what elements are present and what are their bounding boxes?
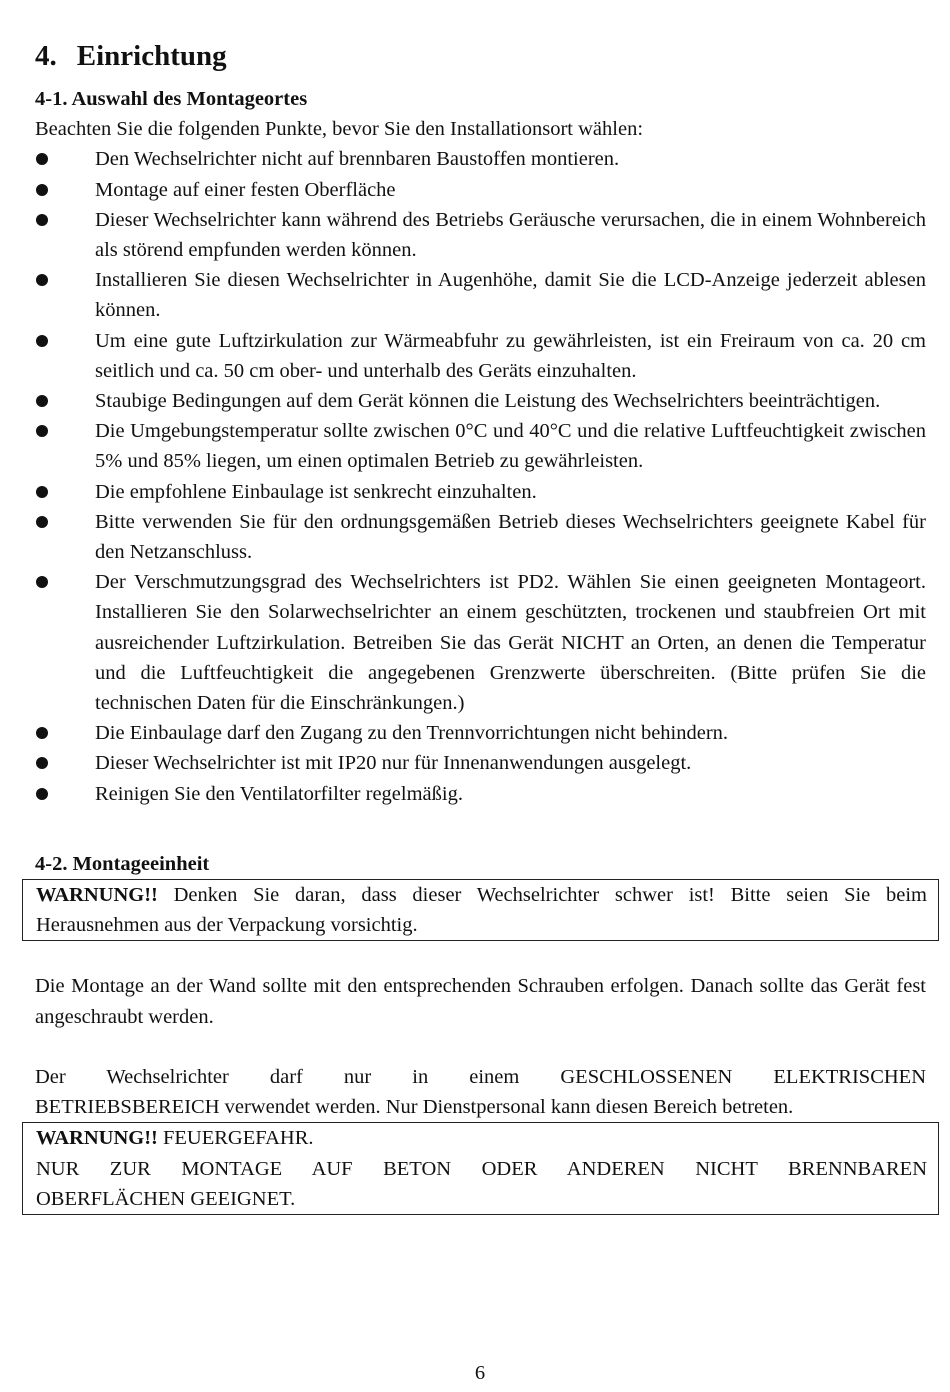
bullet-icon bbox=[36, 788, 48, 800]
list-item: Dieser Wechselrichter ist mit IP20 nur für Innenanwendungen ausgelegt. bbox=[35, 748, 926, 778]
bullet-icon bbox=[36, 214, 48, 226]
section-title-4-2: 4-2. Montageeinheit bbox=[35, 852, 210, 875]
list-item: Montage auf einer festen Oberfläche bbox=[35, 175, 926, 205]
bullet-icon bbox=[36, 425, 48, 437]
warning-box-heavy bbox=[22, 879, 939, 941]
list-item: Der Verschmutzungsgrad des Wechselrichters ist PD2. Wählen Sie einen geeigneten Montageort. Installieren Sie den Solarwechselrichter an einem geschützten, trockenen und staubfreien Ort mit ausreichender Luftzirkulation. Betreiben Sie das Gerät NICHT an Orten, an denen die Temperatur und die Luftfeuchtigkeit die angegebenen Grenzwerte überschreiten. (Bitte prüfen Sie die technischen Daten für die Einschränkungen.) bbox=[35, 567, 926, 718]
warning-line-2: NUR ZUR MONTAGE AUF BETON ODER ANDEREN NICHT BRENNBAREN bbox=[36, 1157, 927, 1180]
operating-area-line-1: Der Wechselrichter darf nur in einem GESCHLOSSENEN ELEKTRISCHEN bbox=[35, 1065, 926, 1088]
warning-label: WARNUNG!! bbox=[36, 884, 158, 907]
warning-text: WARNUNG!! FEUERGEFAHR. bbox=[36, 1127, 314, 1150]
bullet-icon bbox=[36, 486, 48, 498]
list-item: Dieser Wechselrichter kann während des Betriebs Geräusche verursachen, die in einem Wohnbereich als störend empfunden werden können. bbox=[35, 205, 926, 265]
bullet-icon bbox=[36, 727, 48, 739]
section-title-4-1: 4-1. Auswahl des Montageortes bbox=[35, 88, 308, 110]
list-item: Staubige Bedingungen auf dem Gerät können die Leistung des Wechselrichters beeinträchtigen. bbox=[35, 386, 926, 416]
list-item: Um eine gute Luftzirkulation zur Wärmeabfuhr zu gewährleisten, ist ein Freiraum von ca. 20 cm seitlich und ca. 50 cm ober- und unterhalb des Geräts einzuhalten. bbox=[35, 326, 926, 386]
section-intro: Beachten Sie die folgenden Punkte, bevor Sie den Installationsort wählen: bbox=[35, 118, 644, 141]
document-page bbox=[35, 36, 926, 1215]
warning-label: WARNUNG!! bbox=[36, 1127, 158, 1150]
list-item: Reinigen Sie den Ventilatorfilter regelmäßig. bbox=[35, 779, 926, 809]
list-item: Die Umgebungstemperatur sollte zwischen 0°C und 40°C und die relative Luftfeuchtigkeit zwischen 5% und 85% liegen, um einen optimalen Betrieb zu gewährleisten. bbox=[35, 416, 926, 476]
bullet-icon bbox=[36, 576, 48, 588]
list-item: Die empfohlene Einbaulage ist senkrecht einzuhalten. bbox=[35, 477, 926, 507]
list-item: Installieren Sie diesen Wechselrichter in Augenhöhe, damit Sie die LCD-Anzeige jederzeit ablesen können. bbox=[35, 265, 926, 325]
mounting-paragraph: Die Montage an der Wand sollte mit den entsprechenden Schrauben erfolgen. Danach sollte das Gerät fest angeschraubt werden. bbox=[35, 975, 926, 1028]
list-item: Bitte verwenden Sie für den ordnungsgemäßen Betrieb dieses Wechselrichters geeignete Kabel für den Netzanschluss. bbox=[35, 507, 926, 567]
warning-box-fire bbox=[22, 1122, 939, 1215]
warning-text: WARNUNG!! Denken Sie daran, dass dieser Wechselrichter schwer ist! Bitte seien Sie beim Herausnehmen aus der Verpackung vorsichtig. bbox=[36, 884, 927, 937]
bullet-icon bbox=[36, 153, 48, 165]
warning-line-3: OBERFLÄCHEN GEEIGNET. bbox=[36, 1187, 296, 1210]
operating-area-line-2: BETRIEBSBEREICH verwendet werden. Nur Dienstpersonal kann diesen Bereich betreten. bbox=[35, 1096, 794, 1119]
list-item: Den Wechselrichter nicht auf brennbaren Baustoffen montieren. bbox=[35, 144, 926, 174]
bullet-icon bbox=[36, 335, 48, 347]
chapter-heading bbox=[35, 36, 926, 76]
bullet-icon bbox=[36, 184, 48, 196]
bullet-icon bbox=[36, 395, 48, 407]
bullet-icon bbox=[36, 274, 48, 286]
bullet-icon bbox=[36, 757, 48, 769]
bullet-list bbox=[35, 144, 926, 808]
list-item: Die Einbaulage darf den Zugang zu den Trennvorrichtungen nicht behindern. bbox=[35, 718, 926, 748]
chapter-title: Einrichtung bbox=[76, 40, 227, 72]
page-number: 6 bbox=[474, 1362, 486, 1384]
bullet-icon bbox=[36, 516, 48, 528]
chapter-number: 4. bbox=[35, 40, 57, 72]
